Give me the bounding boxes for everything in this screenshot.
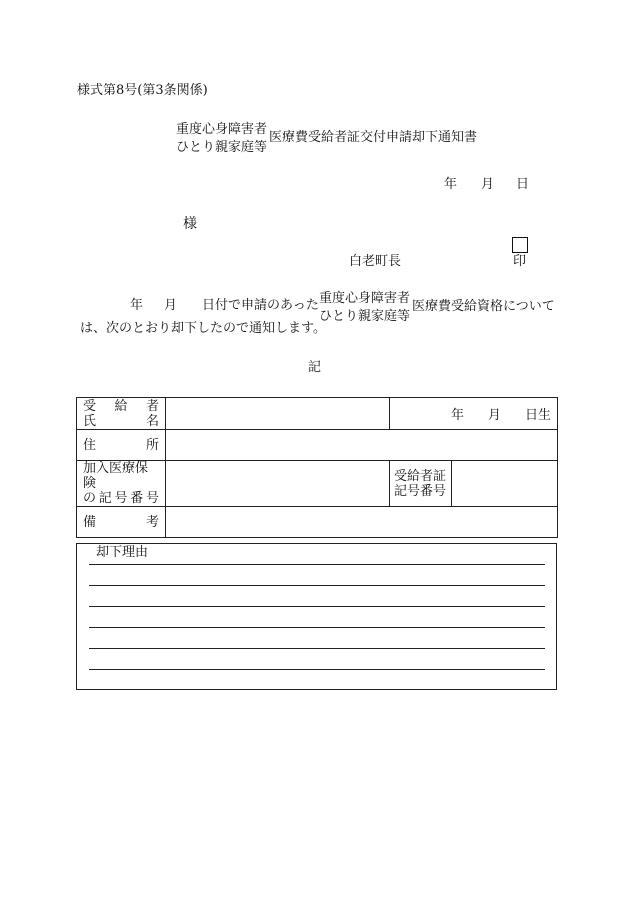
recipient-name-field[interactable] <box>166 398 390 430</box>
insurance-label <box>77 461 166 507</box>
label-char: 受 <box>83 398 97 414</box>
body-text-after: 医療費受給資格について <box>412 299 555 314</box>
insurance-number-field[interactable] <box>166 461 390 507</box>
form-number: 様式第8号(第3条関係) <box>77 83 208 98</box>
label-char: 住 <box>83 437 97 453</box>
date-day-label: 日 <box>516 177 530 192</box>
title-category-line1: 重度心身障害者 <box>176 122 268 137</box>
rejection-reason-title: 却下理由 <box>96 545 149 560</box>
dob-day-label: 日生 <box>525 408 552 423</box>
table-row-address <box>77 430 558 461</box>
insurance-label-line1: 加入医療保険 <box>83 461 149 491</box>
address-field[interactable] <box>166 430 558 461</box>
table-row-insurance <box>77 461 558 507</box>
recipient-name-label <box>77 398 166 430</box>
reason-line[interactable] <box>89 606 545 607</box>
issuer-name: 白老町長 <box>349 254 402 269</box>
reason-line[interactable] <box>89 564 545 565</box>
reason-line[interactable] <box>89 627 545 628</box>
body-text-line2: は、次のとおり却下したので通知します。 <box>80 321 326 336</box>
certificate-label-line1: 受給者証 <box>394 468 447 484</box>
body-year-label: 年 <box>130 298 144 313</box>
table-row-recipient <box>77 398 558 430</box>
label-char: 号 <box>145 491 159 506</box>
recipient-info-table <box>76 397 558 538</box>
reason-line[interactable] <box>89 648 545 649</box>
label-char: 号 <box>114 491 128 506</box>
label-char: 考 <box>145 514 159 530</box>
date-of-birth-field[interactable] <box>390 398 558 430</box>
body-date-text: 日付で申請のあった <box>202 298 319 313</box>
seal-label: 印 <box>513 254 527 269</box>
label-char: の <box>83 491 97 506</box>
title-category-line2: ひとり親家庭等 <box>176 140 268 155</box>
body-category-line2: ひとり親家庭等 <box>319 309 411 324</box>
label-char: 所 <box>145 437 159 453</box>
label-char: 氏 <box>83 413 97 429</box>
label-char: 給 <box>114 398 128 414</box>
body-month-label: 月 <box>164 298 178 313</box>
certificate-number-label <box>390 461 452 507</box>
certificate-label-line2: 記号番号 <box>394 483 447 499</box>
rejection-reason-box <box>76 543 557 690</box>
table-row-remarks <box>77 507 558 538</box>
label-char: 番 <box>130 491 144 506</box>
seal-box <box>512 237 528 253</box>
certificate-number-field[interactable] <box>452 461 558 507</box>
label-char: 者 <box>145 398 159 414</box>
body-category-line1: 重度心身障害者 <box>319 291 411 306</box>
address-label <box>77 430 166 461</box>
label-char: 記 <box>98 491 112 506</box>
document-title: 医療費受給者証交付申請却下通知書 <box>269 130 478 145</box>
label-char: 備 <box>83 514 97 530</box>
reason-line[interactable] <box>89 585 545 586</box>
remarks-label <box>77 507 166 538</box>
dob-year-label: 年 <box>450 408 464 423</box>
date-month-label: 月 <box>481 177 495 192</box>
addressee-suffix: 様 <box>183 216 197 232</box>
reason-line[interactable] <box>89 669 545 670</box>
label-char: 名 <box>145 413 159 429</box>
ki-heading: 記 <box>308 360 322 375</box>
dob-month-label: 月 <box>487 408 501 423</box>
date-year-label: 年 <box>444 177 458 192</box>
remarks-field[interactable] <box>166 507 558 538</box>
